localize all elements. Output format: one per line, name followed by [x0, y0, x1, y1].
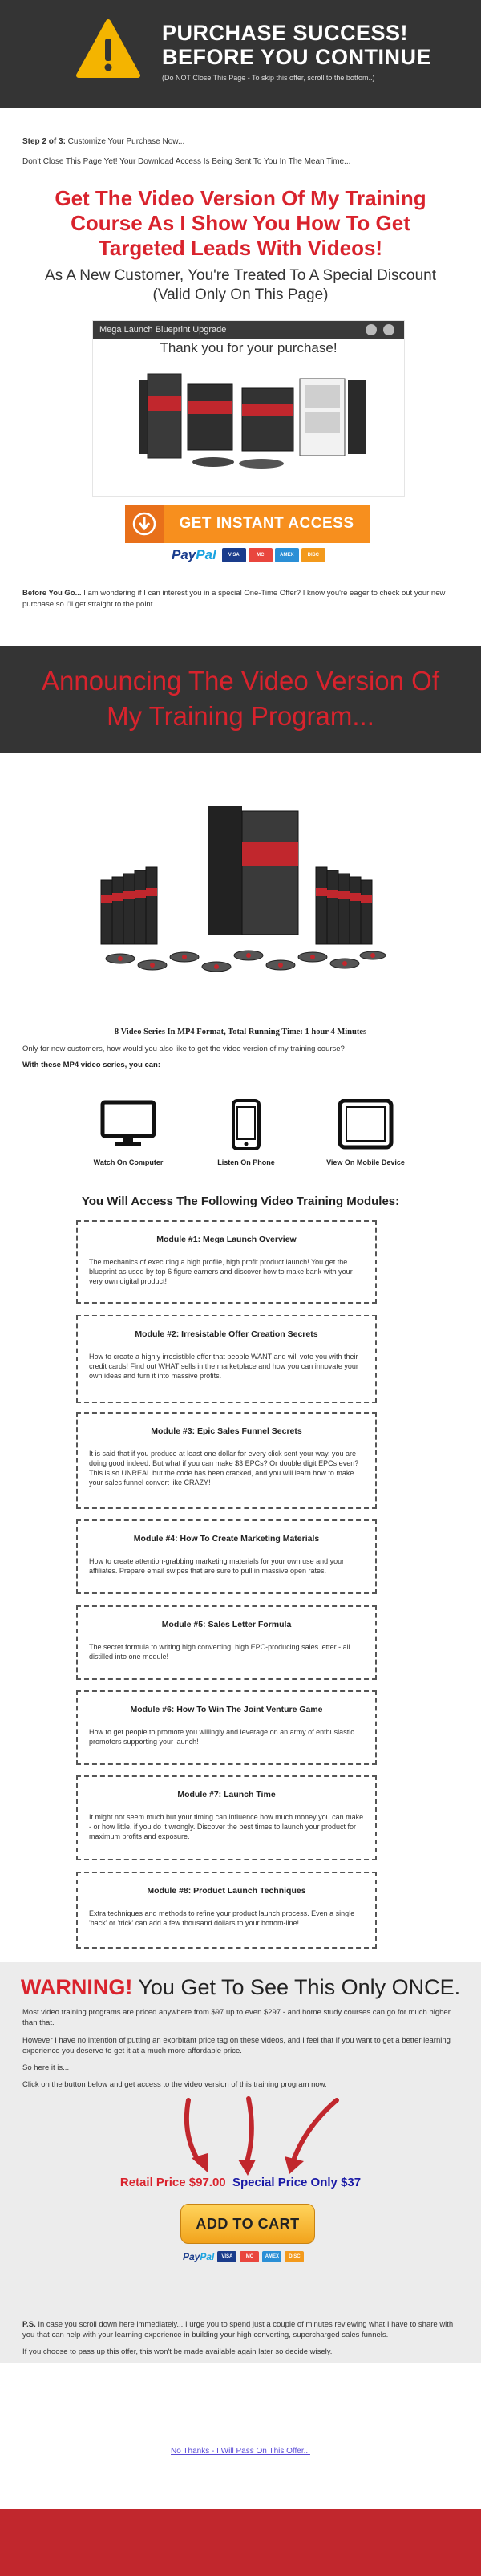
module-text: How to get people to promote you willingly and leverage on an army of enthusiastic promoters supporting your launch!	[89, 1728, 354, 1746]
with-these-text: With these MP4 video series, you can:	[22, 1061, 161, 1069]
share-icon[interactable]	[383, 324, 394, 335]
device-phone-label: Listen On Phone	[217, 1158, 275, 1166]
module-6	[76, 1690, 377, 1765]
device-computer-label: Watch On Computer	[93, 1158, 164, 1166]
header-title-line1: PURCHASE SUCCESS!	[162, 21, 409, 45]
video-title-bar	[93, 321, 404, 339]
paypal-logo-small	[183, 2251, 214, 2262]
special-price: Special Price Only $37	[232, 2176, 362, 2189]
warning-paragraph-4: Click on the button below and get access to the video version of this training program now.	[22, 2080, 327, 2089]
pointing-arrows-icon	[172, 2095, 365, 2176]
warning-paragraph-1: Most video training programs are priced anywhere from $97 up to even $297 - and home study courses can go for much higher than that.	[22, 2008, 451, 2027]
warning-icon	[76, 19, 140, 79]
paypal-logo	[172, 547, 216, 563]
phone-icon	[190, 1099, 302, 1150]
cart-payment-methods	[183, 2251, 304, 2262]
no-thanks-link[interactable]: No Thanks - I Will Pass On This Offer...	[171, 2447, 310, 2456]
module-8	[76, 1872, 377, 1949]
header-title-line2: BEFORE YOU CONTINUE	[162, 45, 432, 69]
add-to-cart-button[interactable]: ADD TO CART	[180, 2204, 315, 2244]
download-arrow-icon	[125, 505, 164, 543]
step-indicator	[22, 137, 184, 146]
module-title: Module #5: Sales Letter Formula	[161, 1620, 292, 1629]
product-bundle-image	[93, 356, 405, 493]
clock-icon[interactable]	[366, 324, 377, 335]
step-text: Customize Your Purchase Now...	[65, 137, 185, 146]
device-tablet-label: View On Mobile Device	[326, 1158, 405, 1166]
video-player[interactable]	[92, 320, 405, 497]
page-header	[0, 0, 481, 108]
module-text: Extra techniques and methods to refine your product launch process. Even a single 'hack' or 'trick' can add a few thousand dollars to your bottom-line!	[89, 1909, 355, 1927]
product-dvd-bundle-image	[88, 806, 393, 979]
paypal-pay: Pay	[172, 547, 196, 562]
module-text: How to create a highly irresistible offer that people WANT and will vote you with their credit cards! Find out WHAT sells in the marketplace and how you can innovate your own ideas and turn it into massive profits.	[89, 1353, 358, 1380]
module-text: The secret formula to writing high converting, high EPC-producing sales letter - all distilled into one module!	[89, 1643, 350, 1661]
paypal-pal: Pal	[196, 547, 216, 562]
module-2	[76, 1315, 377, 1403]
header-notice: (Do NOT Close This Page - To skip this offer, scroll to the bottom..)	[162, 74, 375, 82]
device-computer	[72, 1099, 184, 1166]
step-label: Step 2 of 3:	[22, 137, 66, 146]
visa-card-icon: VISA	[222, 548, 246, 562]
page-footer-band	[0, 2509, 481, 2576]
get-instant-access-button[interactable]	[125, 505, 370, 543]
paypal-pay-small: Pay	[183, 2251, 200, 2262]
video-caption: Thank you for your purchase!	[160, 340, 338, 355]
before-you-go-body: I am wondering if I can interest you in a special One-Time Offer? I know you're eager to check out your new purchase so I'll get straight to the point...	[22, 589, 446, 609]
series-info: 8 Video Series In MP4 Format, Total Running Time: 1 hour 4 Minutes	[114, 1028, 367, 1036]
dont-close-text: Don't Close This Page Yet! Your Download Access Is Being Sent To You In The Mean Time...	[22, 157, 351, 166]
module-3	[76, 1412, 377, 1509]
only-new-customers-text: Only for new customers, how would you also like to get the video version of my training course?	[22, 1045, 345, 1053]
retail-price: Retail Price $97.00	[119, 2176, 226, 2189]
warning-word: WARNING!	[20, 1975, 133, 1999]
warning-paragraph-3: So here it is...	[22, 2063, 70, 2072]
visa-card-icon-small: VISA	[217, 2251, 236, 2262]
device-phone	[190, 1099, 302, 1166]
module-title: Module #3: Epic Sales Funnel Secrets	[151, 1426, 302, 1436]
if-you-pass-text: If you choose to pass up this offer, this won't be made available again later so decide wisely.	[22, 2347, 333, 2356]
module-5	[76, 1605, 377, 1680]
main-headline: Get The Video Version Of My Training Course As I Show You How To Get Targeted Leads With Videos!	[55, 186, 426, 260]
video-title: Mega Launch Blueprint Upgrade	[99, 325, 227, 335]
module-title: Module #6: How To Win The Joint Venture Game	[130, 1705, 323, 1714]
before-you-go-bold: Before You Go...	[22, 589, 82, 598]
amex-card-icon: AMEX	[275, 548, 299, 562]
sub-headline: As A New Customer, You're Treated To A Special Discount (Valid Only On This Page)	[44, 267, 437, 303]
ps-text	[22, 2319, 459, 2340]
mastercard-icon-small: MC	[240, 2251, 259, 2262]
module-text: The mechanics of executing a high profile, high profit product launch! You get the blueprint as used by top 6 figure earners and discover how to make bank with your very own digital product!	[89, 1258, 353, 1285]
announcement-title: Announcing The Video Version Of My Training Program...	[42, 666, 439, 731]
device-tablet	[309, 1099, 422, 1166]
module-text: It might not seem much but your timing can influence how much money you can make - or how little, if you do it wrongly. Discover the best times to launch your product for maximum profits and exposure.	[89, 1813, 364, 1840]
paypal-pal-small: Pal	[200, 2251, 215, 2262]
cta-label: GET INSTANT ACCESS	[179, 515, 354, 532]
warning-rest: You Get To See This Only ONCE.	[132, 1975, 461, 1999]
mastercard-icon: MC	[249, 548, 273, 562]
module-title: Module #7: Launch Time	[177, 1790, 276, 1799]
computer-icon	[72, 1099, 184, 1150]
announcement-band	[0, 646, 481, 753]
module-title: Module #1: Mega Launch Overview	[156, 1235, 297, 1244]
ps-body: In case you scroll down here immediately... I urge you to spend just a couple of minutes reviewing what I have to share with you that can help with your learning experience in building your high converting, supercharged sales funnels.	[22, 2320, 454, 2339]
module-title: Module #4: How To Create Marketing Materials	[133, 1534, 320, 1544]
modules-heading: You Will Access The Following Video Training Modules:	[81, 1195, 400, 1208]
module-text: It is said that if you produce at least one dollar for every click sent your way, you are doing good indeed. But what if you can make $3 EPCs? Or double digit EPCs even? This is so UNREAL but the code has been cracked, and you will learn how to make your sales funnel convert like CRAZY!	[89, 1450, 359, 1487]
tablet-icon	[309, 1099, 422, 1150]
payment-methods	[172, 546, 325, 564]
module-7	[76, 1775, 377, 1860]
module-4	[76, 1519, 377, 1594]
discover-card-icon: DISC	[301, 548, 325, 562]
module-title: Module #2: Irresistable Offer Creation Secrets	[135, 1329, 318, 1339]
pricing	[0, 2176, 481, 2189]
amex-card-icon-small: AMEX	[262, 2251, 281, 2262]
module-1	[76, 1220, 377, 1304]
ps-bold: P.S.	[22, 2320, 36, 2329]
discover-card-icon-small: DISC	[285, 2251, 304, 2262]
warning-heading	[0, 1975, 481, 2000]
module-title: Module #8: Product Launch Techniques	[147, 1886, 306, 1896]
module-text: How to create attention-grabbing marketing materials for your own use and your affiliates. Prepare email swipes that are sure to pull in massive open rates.	[89, 1557, 345, 1575]
warning-paragraph-2: However I have no intention of putting an exorbitant price tag on these videos, and I feel that if you want to get a better learning experience you deserve to get it at a much more affordable price.	[22, 2036, 451, 2055]
before-you-go-text	[22, 588, 459, 611]
